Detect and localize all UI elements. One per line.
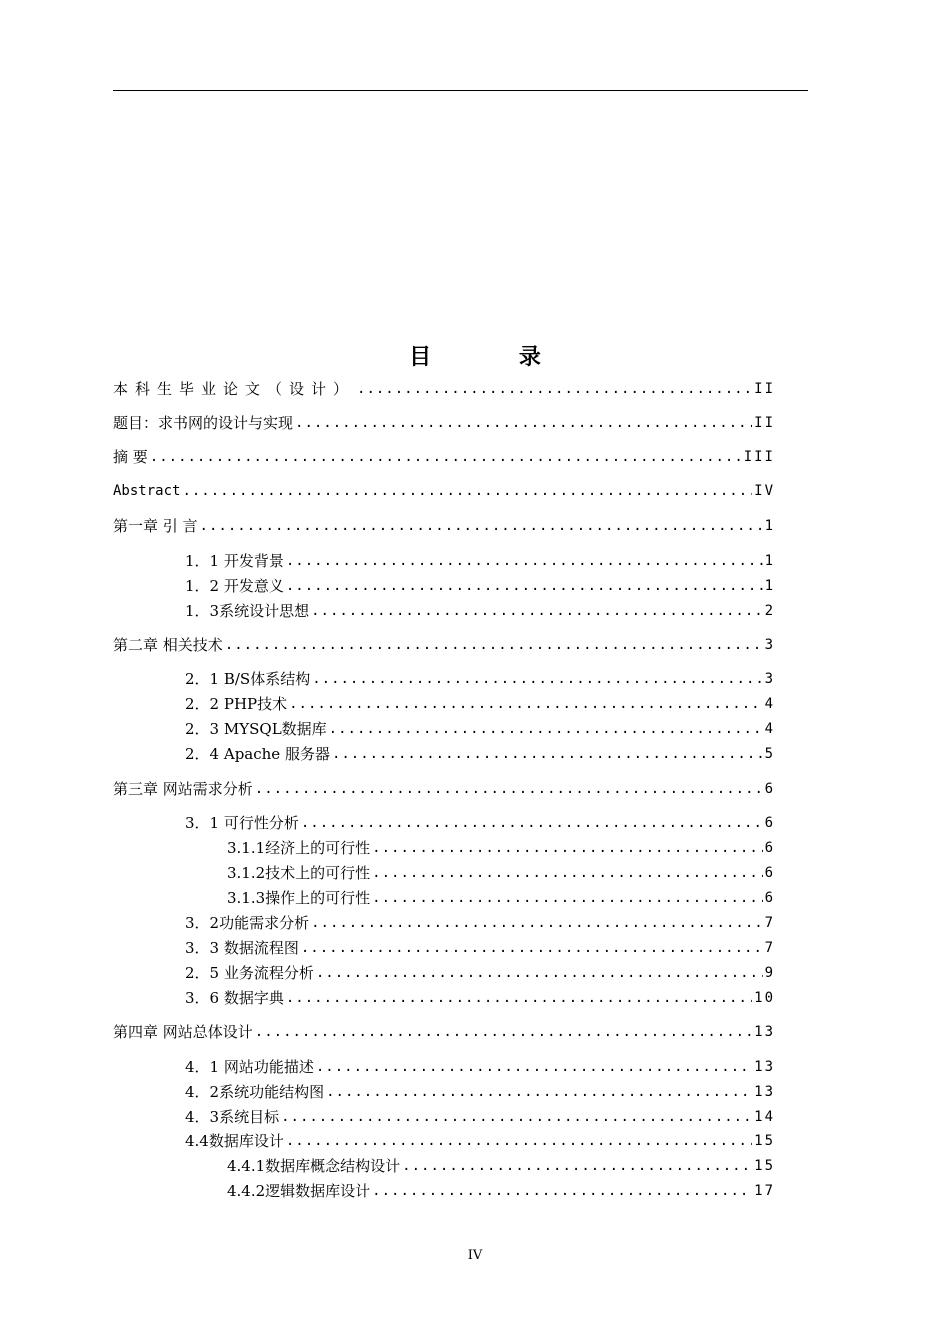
- toc-entry[interactable]: [113, 1177, 775, 1201]
- toc-entry[interactable]: [113, 740, 775, 764]
- toc-entry[interactable]: [113, 477, 775, 501]
- toc-dot-leader: [372, 888, 762, 908]
- toc-entry[interactable]: [113, 690, 775, 714]
- toc-entry-page: 17: [754, 1183, 775, 1199]
- toc-entry-page: 2: [764, 603, 775, 619]
- toc-entry[interactable]: [113, 572, 775, 596]
- toc-entry-page: 6: [764, 781, 775, 797]
- toc-entry-page: 7: [764, 940, 775, 956]
- toc-entry-page: 3: [764, 637, 775, 653]
- toc-dot-leader: [311, 601, 762, 621]
- toc-entry-label: 第四章 网站总体设计: [113, 1023, 253, 1041]
- toc-dot-leader: [295, 413, 752, 433]
- toc-entry-label: 2．4 Apache 服务器: [185, 745, 330, 763]
- toc-entry[interactable]: [113, 834, 775, 858]
- toc-entry-label: 3.1.1经济上的可行性: [227, 839, 371, 857]
- toc-entry-label: 3.1.2技术上的可行性: [227, 864, 371, 882]
- toc-dot-leader: [372, 1181, 752, 1201]
- toc-dot-leader: [357, 379, 752, 399]
- toc-dot-leader: [311, 913, 762, 933]
- toc-dot-leader: [301, 813, 763, 833]
- toc-entry-page: IV: [754, 483, 775, 499]
- toc-entry-label: 1．2 开发意义: [185, 577, 284, 595]
- toc-entry-page: 5: [764, 746, 775, 762]
- toc-entry-page: 6: [764, 890, 775, 906]
- toc-entry-label: 1．1 开发背景: [185, 552, 284, 570]
- toc-entry-label: 本科生毕业论文（设计）: [113, 380, 356, 398]
- toc-entry-page: 4: [764, 696, 775, 712]
- toc-entry-page: II: [754, 381, 775, 397]
- toc-entry[interactable]: [113, 1152, 775, 1176]
- toc-dot-leader: [402, 1156, 752, 1176]
- toc-entry[interactable]: [113, 597, 775, 621]
- toc-entry[interactable]: [113, 1078, 775, 1102]
- toc-entry[interactable]: [113, 665, 775, 689]
- toc-entry-page: 1: [764, 553, 775, 569]
- toc-entry-page: 4: [764, 721, 775, 737]
- toc-entry[interactable]: [113, 1018, 775, 1042]
- toc-entry[interactable]: [113, 984, 775, 1008]
- toc-entry[interactable]: [113, 884, 775, 908]
- toc-entry-label: 2．2 PHP技术: [185, 695, 288, 713]
- toc-entry-label: 2．1 B/S体系结构: [185, 670, 311, 688]
- toc-dot-leader: [316, 1057, 752, 1077]
- toc-dot-leader: [326, 1082, 752, 1102]
- toc-entry-label: 4.4数据库设计: [185, 1132, 284, 1150]
- toc-entry-page: 10: [754, 990, 775, 1006]
- toc-dot-leader: [332, 744, 763, 764]
- toc-entry-label: 第三章 网站需求分析: [113, 780, 253, 798]
- toc-entry-page: II: [754, 415, 775, 431]
- toc-dot-leader: [200, 516, 763, 536]
- page-number: IV: [467, 1248, 483, 1263]
- toc-entry-label: 4.4.2逻辑数据库设计: [227, 1182, 371, 1200]
- toc-entry-page: 6: [764, 840, 775, 856]
- toc-entry[interactable]: [113, 443, 775, 467]
- toc-dot-leader: [286, 551, 763, 571]
- toc-entry-page: 6: [764, 815, 775, 831]
- toc-dot-leader: [286, 1131, 752, 1151]
- toc-dot-leader: [225, 635, 763, 655]
- toc-entry[interactable]: [113, 512, 775, 536]
- toc-entry-label: 第一章 引 言: [113, 517, 198, 535]
- toc-entry[interactable]: [113, 1053, 775, 1077]
- toc-entry-label: 4．1 网站功能描述: [185, 1058, 314, 1076]
- toc-entry-label: 3．3 数据流程图: [185, 939, 299, 957]
- toc-entry-page: 13: [754, 1084, 775, 1100]
- toc-entry[interactable]: [113, 547, 775, 571]
- toc-dot-leader: [286, 576, 763, 596]
- toc-dot-leader: [286, 988, 752, 1008]
- toc-entry-label: Abstract: [113, 483, 181, 499]
- toc-entry[interactable]: [113, 809, 775, 833]
- toc-entry-label: 4.4.1数据库概念结构设计: [227, 1157, 401, 1175]
- toc-entry-page: III: [743, 449, 775, 465]
- toc-dot-leader: [281, 1107, 752, 1127]
- toc-dot-leader: [372, 838, 762, 858]
- toc-entry[interactable]: [113, 859, 775, 883]
- toc-entry-label: 3．1 可行性分析: [185, 814, 299, 832]
- toc-entry[interactable]: [113, 1127, 775, 1151]
- toc-dot-leader: [301, 938, 763, 958]
- toc-title: 目 录: [409, 344, 581, 370]
- toc-dot-leader: [312, 669, 762, 689]
- toc-entry-page: 1: [764, 578, 775, 594]
- toc-entry-label: 3.1.3操作上的可行性: [227, 889, 371, 907]
- toc-entry-label: 第二章 相关技术: [113, 636, 223, 654]
- toc-entry[interactable]: [113, 934, 775, 958]
- toc-entry-label: 2．3 MYSQL数据库: [185, 720, 327, 738]
- header-rule: [113, 90, 808, 91]
- toc-entry-page: 14: [754, 1109, 775, 1125]
- toc-entry-page: 6: [764, 865, 775, 881]
- toc-dot-leader: [255, 779, 763, 799]
- toc-dot-leader: [372, 863, 762, 883]
- toc-dot-leader: [329, 719, 763, 739]
- toc-entry-page: 13: [754, 1024, 775, 1040]
- toc-entry-label: 1．3系统设计思想: [185, 602, 310, 620]
- toc-dot-leader: [150, 447, 742, 467]
- toc-dot-leader: [316, 963, 763, 983]
- toc-entry-page: 9: [764, 965, 775, 981]
- toc-entry-page: 1: [764, 518, 775, 534]
- toc-entry-page: 13: [754, 1059, 775, 1075]
- toc-entry[interactable]: [113, 409, 775, 433]
- toc-entry-page: 15: [754, 1158, 775, 1174]
- toc-entry-label: 4．2系统功能结构图: [185, 1083, 325, 1101]
- toc-entry[interactable]: [113, 909, 775, 933]
- toc-entry[interactable]: [113, 959, 775, 983]
- toc-entry[interactable]: [113, 715, 775, 739]
- toc-entry[interactable]: [113, 775, 775, 799]
- toc-entry-label: 题目：求书网的设计与实现: [113, 414, 294, 432]
- toc-entry-label: 3．6 数据字典: [185, 989, 284, 1007]
- toc-entry-page: 3: [764, 671, 775, 687]
- toc-dot-leader: [289, 694, 762, 714]
- toc-dot-leader: [182, 481, 752, 501]
- toc-entry-page: 7: [764, 915, 775, 931]
- toc-entry[interactable]: [113, 631, 775, 655]
- toc-entry-page: 15: [754, 1133, 775, 1149]
- toc-entry-label: 4．3系统目标: [185, 1108, 280, 1126]
- toc-entry[interactable]: [113, 375, 775, 399]
- toc-entry-label: 3．2功能需求分析: [185, 914, 310, 932]
- toc-entry-label: 2．5 业务流程分析: [185, 964, 314, 982]
- toc-dot-leader: [255, 1022, 752, 1042]
- toc-entry-label: 摘 要: [113, 448, 148, 466]
- toc-entry[interactable]: [113, 1103, 775, 1127]
